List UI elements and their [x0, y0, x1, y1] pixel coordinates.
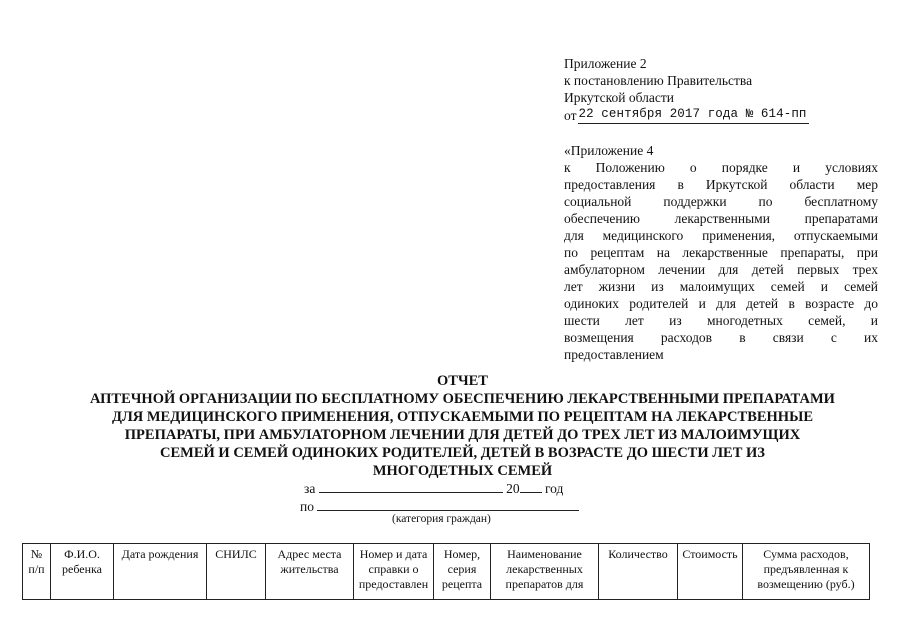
appendix-4-line: обеспечению лекарственными препаратами	[564, 211, 878, 226]
category-blank	[317, 498, 579, 511]
appendix-2-line-1: Приложение 2	[564, 56, 647, 71]
appendix-4-line: социальной поддержки по бесплатному	[564, 194, 878, 209]
col-header-number: № п/п	[23, 544, 51, 600]
category-hint: (категория граждан)	[392, 513, 491, 525]
appendix-4-line: предоставления в Иркутской области мер	[564, 177, 878, 192]
category-po-label: по	[300, 499, 314, 514]
appendix-4-line: возмещения расходов в связи с их	[564, 330, 878, 345]
appendix-4-line: амбулаторном лечении для детей первых трех	[564, 262, 878, 277]
appendix-4-line: к Положению о порядке и условиях	[564, 160, 878, 175]
appendix-4-line: одиноких родителей и для детей в возрасте до	[564, 296, 878, 311]
period-line	[304, 480, 563, 497]
period-year-blank	[520, 480, 542, 493]
col-header-cost: Стоимость	[678, 544, 743, 600]
table-header-row	[23, 544, 870, 600]
appendix-4-body	[564, 159, 878, 363]
appendix-4-line: для медицинского применения, отпускаемыми	[564, 228, 878, 243]
col-header-address: Адрес места жительства	[266, 544, 354, 600]
col-header-snils: СНИЛС	[207, 544, 266, 600]
period-blank	[319, 480, 503, 493]
report-title-line: ПРЕПАРАТЫ, ПРИ АМБУЛАТОРНОМ ЛЕЧЕНИИ ДЛЯ ДЕТЕЙ ДО ТРЕХ ЛЕТ ИЗ МАЛОИМУЩИХ	[124, 427, 801, 443]
appendix-2-line-2: к постановлению Правительства	[564, 73, 753, 88]
report-title-line: СЕМЕЙ И СЕМЕЙ ОДИНОКИХ РОДИТЕЛЕЙ, ДЕТЕЙ В ВОЗРАСТЕ ДО ШЕСТИ ЛЕТ ИЗ	[160, 445, 765, 461]
report-table	[22, 543, 870, 600]
appendix-2-line-3: Иркутской области	[564, 90, 675, 105]
report-title-line: МНОГОДЕТНЫХ СЕМЕЙ	[372, 463, 553, 479]
report-title-line: ДЛЯ МЕДИЦИНСКОГО ПРИМЕНЕНИЯ, ОТПУСКАЕМЫМИ ПО РЕЦЕПТАМ НА ЛЕКАРСТВЕННЫЕ	[112, 409, 813, 425]
appendix-2-date-line	[564, 106, 809, 124]
col-header-expense-sum: Сумма расходов, предъявленная к возмещению (руб.)	[743, 544, 870, 600]
col-header-child-name: Ф.И.О. ребенка	[51, 544, 114, 600]
col-header-birth-date: Дата рождения	[114, 544, 207, 600]
decree-date-number: 22 сентября 2017 года № 614-пп	[578, 106, 808, 124]
col-header-prescription: Номер, серия рецепта	[434, 544, 491, 600]
col-header-certificate: Номер и дата справки о предоставлен	[354, 544, 434, 600]
report-title	[40, 372, 885, 480]
appendix-4-line: предоставлением	[564, 347, 664, 362]
report-title-line: ОТЧЕТ	[437, 373, 488, 389]
col-header-drug-name: Наименование лекарственных препаратов для	[491, 544, 599, 600]
col-header-quantity: Количество	[599, 544, 678, 600]
period-year-prefix: 20	[506, 481, 520, 496]
appendix-4-heading: «Приложение 4	[564, 143, 654, 158]
appendix-4-line: лет жизни из малоимущих семей и семей	[564, 279, 878, 294]
report-title-line: АПТЕЧНОЙ ОРГАНИЗАЦИИ ПО БЕСПЛАТНОМУ ОБЕСПЕЧЕНИЮ ЛЕКАРСТВЕННЫМИ ПРЕПАРАТАМИ	[90, 391, 835, 407]
period-za-label: за	[304, 481, 316, 496]
appendix-4-line: по рецептам на лекарственные препараты, при	[564, 245, 878, 260]
appendix-4-block	[564, 142, 878, 363]
period-year-suffix: год	[544, 481, 564, 496]
appendix-2-block	[564, 55, 809, 124]
ot-prefix: от	[564, 108, 577, 123]
appendix-4-line: шести лет из многодетных семей, и	[564, 313, 878, 328]
